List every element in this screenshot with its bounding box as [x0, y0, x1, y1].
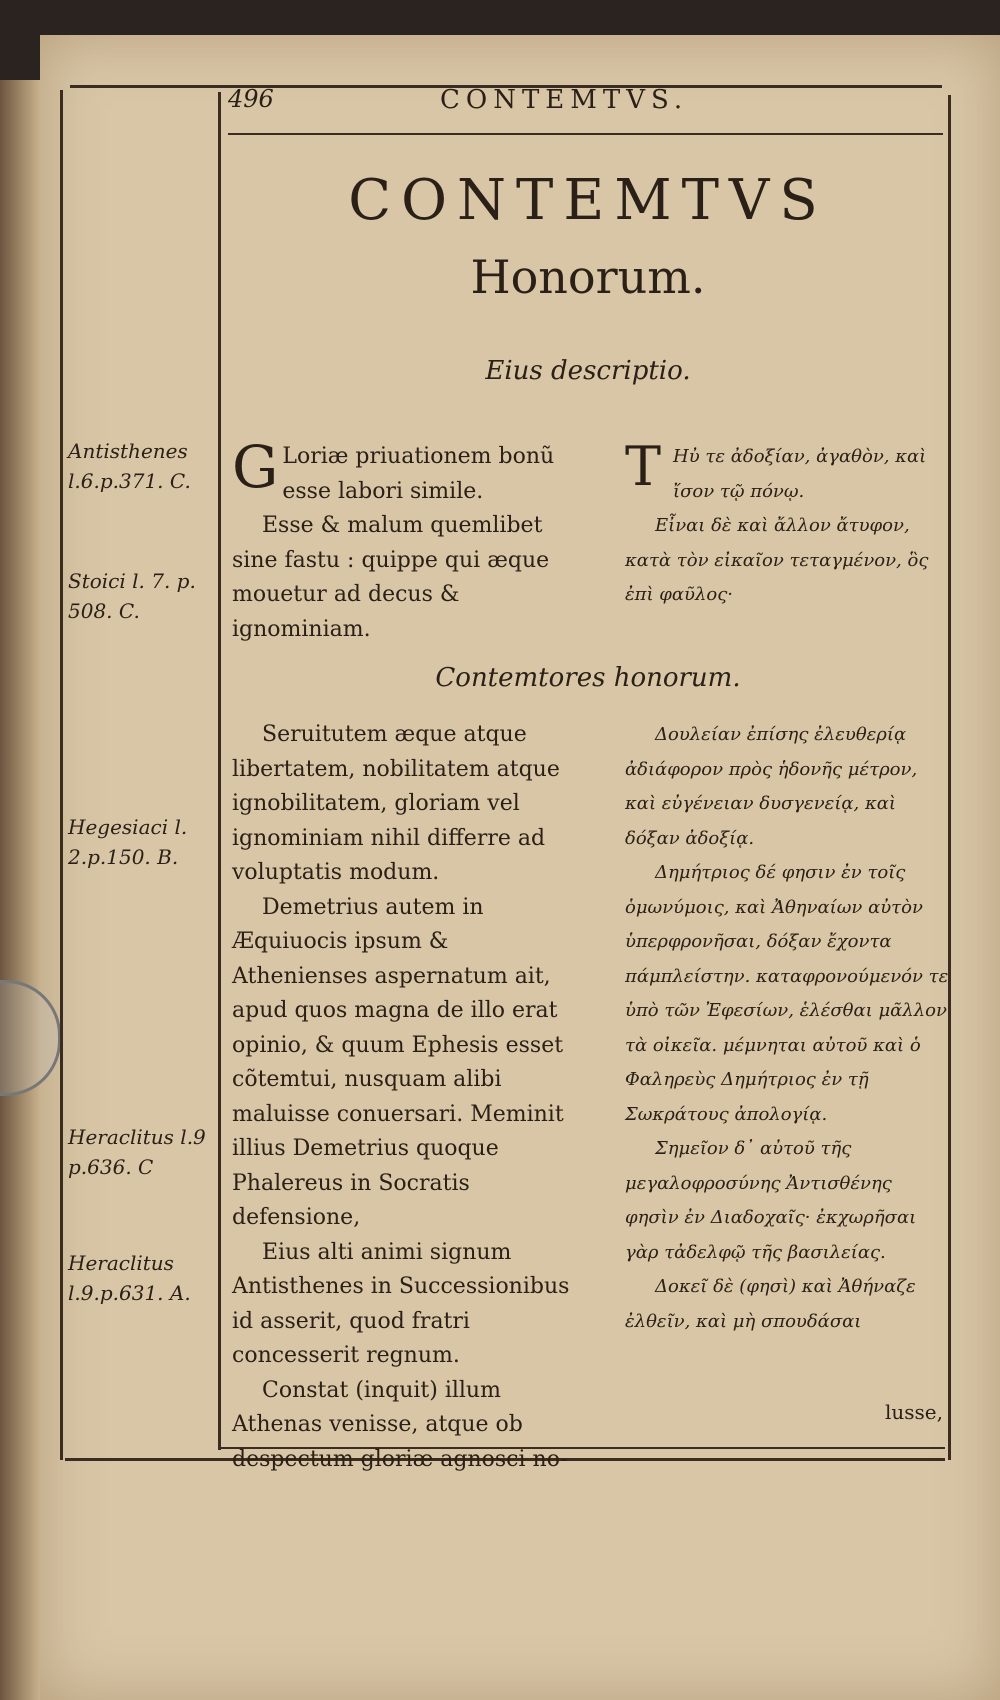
margin-note: Heraclitus l.9.p.631. A.	[68, 1251, 191, 1305]
greek-paragraph: Τ Ηὐ τε ἀδοξίαν, ἀγαθὸν, καὶ ἴσον τῷ πόνῳ.	[625, 435, 927, 502]
margin-note: Stoici l. 7. p. 508. C.	[68, 569, 196, 623]
latin-paragraph: Eius alti animi signum Antisthenes in Successionibus id asserit, quod fratri concesserit regnum.	[232, 1239, 570, 1368]
frame-left-rule	[60, 90, 63, 1460]
margin-note: Heraclitus l.9 p.636. C	[68, 1125, 206, 1179]
running-head	[228, 85, 948, 125]
greek-paragraph: Δημήτριος δέ φησιν ἐν τοῖς ὁμωνύμοις, καὶ Ἀθηναίων αὐτὸν ὑπερφρονῆσαι, δόξαν ἔχοντα πάμπλείστην. καταφρονούμενόν τε ὑπὸ τῶν Ἐφεσίων, ἑλέσθαι μᾶλλον τὰ οἰκεῖα. μέμνηται αὐτοῦ καὶ ὁ Φαληρεὺς Δημήτριος ἐν τῇ Σωκράτους ἀπολογίᾳ.	[625, 862, 949, 1125]
page-edge	[0, 80, 40, 1700]
latin-paragraph: G Loriæ priuationem bonũ esse labori simile.	[232, 433, 555, 504]
greek-paragraph: Δοκεῖ δὲ (φησὶ) καὶ Ἀθήναζε ἐλθεῖν, καὶ μὴ σπουδάσαι	[625, 1276, 916, 1332]
page-number: 496	[228, 85, 274, 113]
catchword: lusse,	[885, 1400, 943, 1424]
margin-note: Hegesiaci l. 2.p.150. B.	[68, 815, 188, 869]
greek-paragraph: Εἶναι δὲ καὶ ἄλλον ἄτυφον, κατὰ τὸν εἰκαῖον τεταγμένον, ὃς ἐπὶ φαῦλος·	[625, 515, 929, 605]
head-rule	[228, 133, 943, 135]
section-heading: Contemtores honorum.	[435, 663, 741, 693]
greek-column	[625, 718, 950, 1339]
running-title: CONTEMTVS.	[440, 85, 689, 115]
latin-paragraph: Constat (inquit) illum Athenas venisse, atque ob despectum gloriæ agnosci no-	[232, 1377, 568, 1472]
latin-paragraph: Esse & malum quemlibet sine fastu : quippe qui æque mouetur ad decus & ignominiam.	[232, 513, 550, 642]
latin-column	[232, 718, 587, 1477]
column-rule	[218, 92, 221, 1450]
latin-column	[232, 433, 587, 647]
chapter-title: CONTEMTVS	[348, 168, 828, 233]
greek-paragraph: Σημεῖον δ᾽ αὐτοῦ τῆς μεγαλοφροσύνης Ἀντισθένης φησὶν ἐν Διαδοχαῖς· ἐκχωρῆσαι γὰρ τἀδελφῷ τῆς βασιλείας.	[625, 1138, 917, 1263]
greek-paragraph: Δουλείαν ἐπίσης ἐλευθερίᾳ ἀδιάφορον πρὸς ἡδονῆς μέτρον, καὶ εὐγένειαν δυσγενείᾳ, καὶ δόξαν ἀδοξίᾳ.	[625, 724, 918, 849]
margin-note: Antisthenes l.6.p.371. C.	[68, 439, 191, 493]
drop-cap: G	[232, 433, 279, 501]
drop-cap: Τ	[625, 435, 662, 498]
latin-paragraph: Seruitutem æque atque libertatem, nobilitatem atque ignobilitatem, gloriam vel ignominiam nihil differre ad voluptatis modum.	[232, 722, 560, 885]
chapter-subtitle: Honorum.	[470, 250, 706, 304]
latin-paragraph: Demetrius autem in Æquiuocis ipsum & Athenienses aspernatum ait, apud quos magna de illo erat opinio, & quum Ephesis esset cõtemtui, nusquam alibi maluisse conuersari. Meminit illius Demetrius quoque Phalereus in Socratis defensione,	[232, 894, 564, 1230]
section-heading: Eius descriptio.	[485, 356, 691, 386]
greek-column	[625, 435, 950, 613]
